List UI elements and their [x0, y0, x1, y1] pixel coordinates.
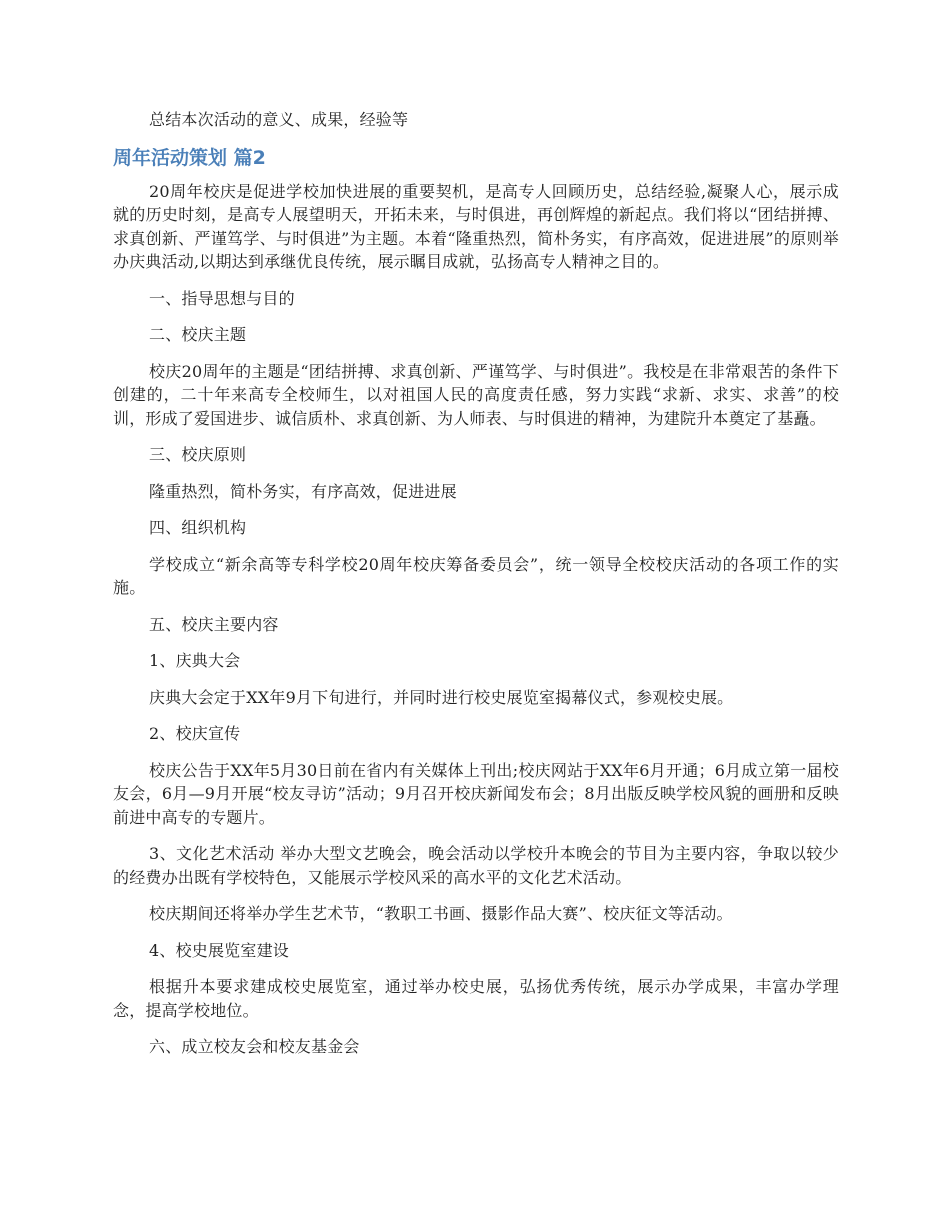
summary-paragraph: 总结本次活动的意义、成果，经验等 [149, 110, 409, 129]
heading-main-content: 五、校庆主要内容 [149, 614, 279, 634]
publicity-paragraph: 校庆公告于XX年5月30日前在省内有关媒体上刊出;校庆网站于XX年6月开通；6月成立第一届校友会，6月—9月开展“校友寻访”活动；9月召开校庆新闻发布会；8月出版反映学校风貌的画册和反映前进中高专的专题片。 [113, 760, 839, 827]
section-title: 周年活动策划 篇2 [113, 146, 266, 169]
subheading-publicity: 2、校庆宣传 [149, 724, 241, 743]
arts-extra-paragraph: 校庆期间还将举办学生艺术节，“教职工书画、摄影作品大赛”、校庆征文等活动。 [149, 904, 733, 923]
ceremony-paragraph: 庆典大会定于XX年9月下旬进行，并同时进行校史展览室揭幕仪式，参观校史展。 [149, 687, 734, 707]
heading-theme: 二、校庆主题 [149, 325, 247, 344]
document-page [113, 108, 839, 1072]
organization-paragraph: 学校成立“新余高等专科学校20周年校庆筹备委员会”，统一领导全校校庆活动的各项工作的实施。 [113, 554, 839, 597]
heading-organization: 四、组织机构 [149, 518, 247, 537]
heading-alumni: 六、成立校友会和校友基金会 [149, 1037, 360, 1056]
arts-paragraph: 3、文化艺术活动 举办大型文艺晚会，晚会活动以学校升本晚会的节目为主要内容，争取以较少的经费办出既有学校特色，又能展示学校风采的高水平的文化艺术活动。 [113, 844, 839, 887]
subheading-exhibition: 4、校史展览室建设 [149, 940, 289, 960]
intro-paragraph: 20周年校庆是促进学校加快进展的重要契机，是高专人回顾历史，总结经验,凝聚人心，展示成就的历史时刻，是高专人展望明天，开拓未来，与时俱进，再创辉煌的新起点。我们将以“团结拼搏、求真创新、严谨笃学、与时俱进”为主题。本着“隆重热烈，简朴务实，有序高效，促进进展”的原则举办庆典活动,以期达到承继优良传统，展示瞩目成就，弘扬高专人精神之目的。 [113, 181, 839, 271]
heading-guiding-ideology: 一、指导思想与目的 [149, 288, 295, 308]
theme-paragraph: 校庆20周年的主题是“团结拼搏、求真创新、严谨笃学、与时俱进”。我校是在非常艰苦的条件下创建的，二十年来高专全校师生，以对祖国人民的高度责任感，努力实践“求新、求实、求善”的校训，形成了爱国进步、诚信质朴、求真创新、为人师表、与时俱进的精神，为建院升本奠定了基矗。 [113, 361, 839, 428]
heading-principles: 三、校庆原则 [149, 445, 247, 464]
exhibition-paragraph: 根据升本要求建成校史展览室，通过举办校史展，弘扬优秀传统，展示办学成果，丰富办学理念，提高学校地位。 [113, 977, 839, 1020]
subheading-ceremony: 1、庆典大会 [149, 651, 241, 670]
principles-paragraph: 隆重热烈，简朴务实，有序高效，促进进展 [149, 481, 457, 501]
